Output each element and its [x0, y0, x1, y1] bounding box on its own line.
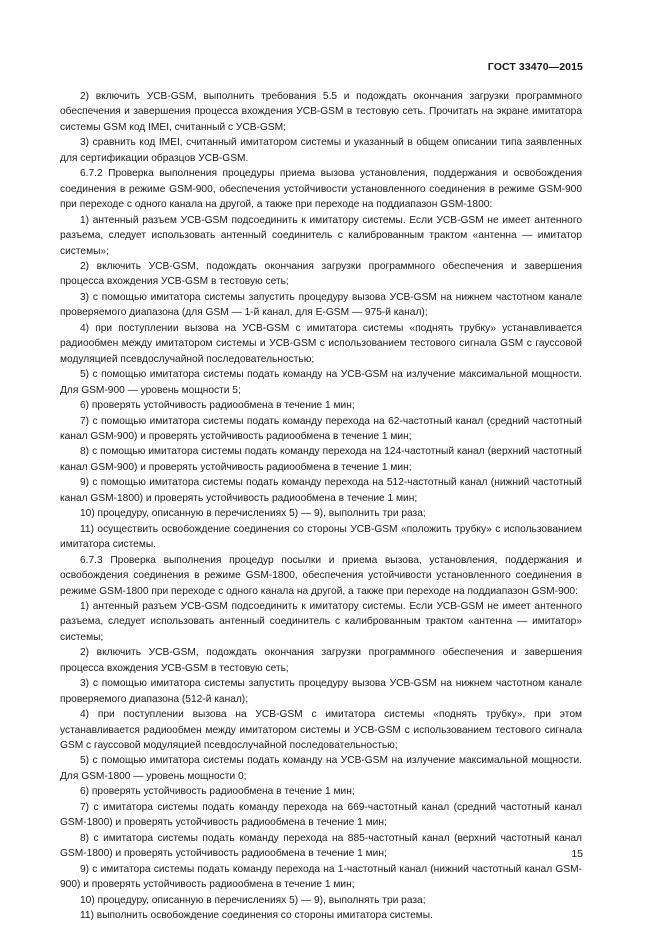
- paragraph: 8) с помощью имитатора системы подать команду перехода на 124-частотный канал (верхний частотный канал GSM-900) и проверять устойчивость радиообмена в течение 1 мин;: [60, 446, 582, 473]
- paragraph: 9) с помощью имитатора системы подать команду перехода на 512-частотный канал (нижний частотный канал GSM-1800) и проверять устойчивость радиообмена в течение 1 мин;: [60, 477, 582, 504]
- page-number: 15: [571, 848, 583, 860]
- paragraph: 1) антенный разъем УСВ-GSM подсоединить к имитатору системы. Если УСВ-GSM не имеет антенного разъема, следует использовать антенный соединитель с калиброванным трактом «антенна — имитатор системы»;: [60, 214, 582, 257]
- document-body: [60, 89, 582, 923]
- paragraph: 11) выполнить освобождение соединения со стороны имитатора системы.: [80, 910, 433, 922]
- paragraph: 5) с помощью имитатора системы подать команду на УСВ-GSM на излучение максимальной мощности. Для GSM-1800 — уровень мощности 0;: [60, 755, 582, 782]
- paragraph: 3) с помощью имитатора системы запустить процедуру вызова УСВ-GSM на нижнем частотном канале проверяемого диапазона (512-й канал);: [60, 678, 582, 705]
- paragraph: 4) при поступлении вызова на УСВ-GSM с имитатора системы «поднять трубку» устанавливается радиообмен между имитатором системы и УСВ-GSM с использованием тестового сигнала GSM с гауссовой модуляцией псевдослучайной последовательностью;: [60, 322, 582, 365]
- standard-designation: ГОСТ 33470—2015: [487, 61, 583, 73]
- paragraph: 10) процедуру, описанную в перечислениях 5) — 9), выполнять три раза;: [80, 894, 426, 906]
- paragraph: 7) с имитатора системы подать команду перехода на 669-частотный канал (средний частотный канал GSM-1800) и проверять устойчивость радиообмена в течение 1 мин;: [60, 801, 582, 829]
- paragraph: 6) проверять устойчивость радиообмена в течение 1 мин;: [80, 400, 355, 412]
- paragraph: 3) сравнить код IMEI, считанный имитатором системы и указанный в общем описании типа заявленных для сертификации образцов УСВ-GSM.: [60, 137, 582, 164]
- paragraph: 7) с помощью имитатора системы подать команду перехода на 62-частотный канал (средний частотный канал GSM-900) и проверять устойчивость радиообмена в течение 1 мин;: [60, 415, 582, 442]
- paragraph: 6.7.3 Проверка выполнения процедур посылки и приема вызова, установления, поддержания и освобождения соединения в режиме GSM-1800, обеспечения устойчивости установленного соединения в режиме GSM-1800 при переходе с одного канала на другой, а также при переходе на поддиапазон GSM-900:: [60, 554, 582, 597]
- paragraph: 1) антенный разъем УСВ-GSM подсоединить к имитатору системы. Если УСВ-GSM не имеет антенного разъема, следует использовать антенный соединитель с калиброванным трактом «антенна — имитатор» системы;: [60, 600, 582, 643]
- paragraph: 2) включить УСВ-GSM, выполнить требования 5.5 и подождать окончания загрузки программного обеспечения и завершения процесса вхождения УСВ-GSM в тестовую сеть. Прочитать на экране имитатора системы GSM код IMEI, считанный с УСВ-GSM;: [60, 91, 582, 133]
- paragraph: 3) с помощью имитатора системы запустить процедуру вызова УСВ-GSM на нижнем частотном канале проверяемого диапазона (для GSM — 1-й канал, для E-GSM — 975-й канал);: [60, 291, 582, 319]
- paragraph: 11) осуществить освобождение соединения со стороны УСВ-GSM «положить трубку» с использованием имитатора системы.: [60, 523, 582, 551]
- paragraph: 6.7.2 Проверка выполнения процедуры приема вызова установления, поддержания и освобождения соединения в режиме GSM-900, обеспечения устойчивости установленного соединения в режиме GSM-900 при переходе с одного канала на другой, а также при переходе на поддиапазон GSM-1800:: [60, 168, 582, 211]
- paragraph: 9) с имитатора системы подать команду перехода на 1-частотный канал (нижний частотный канал GSM-900) и проверять устойчивость радиообмена в течение 1 мин;: [60, 863, 582, 891]
- paragraph: 4) при поступлении вызова на УСВ-GSM с имитатора системы «поднять трубку», при этом устанавливается радиообмен между имитатором системы и УСВ-GSM с использованием тестового сигнала GSM с гауссовой модуляцией псевдослучайной последовательностью;: [60, 709, 582, 752]
- paragraph: 2) включить УСВ-GSM, подождать окончания загрузки программного обеспечения и завершения процесса вхождения УСВ-GSM в тестовую сеть;: [60, 260, 582, 288]
- paragraph: 6) проверять устойчивость радиообмена в течение 1 мин;: [80, 786, 355, 798]
- paragraph: 5) с помощью имитатора системы подать команду на УСВ-GSM на излучение максимальной мощности. Для GSM-900 — уровень мощности 5;: [60, 369, 582, 396]
- paragraph: 2) включить УСВ-GSM, подождать окончания загрузки программного обеспечения и завершения процесса вхождения УСВ-GSM в тестовую сеть;: [60, 647, 582, 674]
- paragraph: 8) с имитатора системы подать команду перехода на 885-частотный канал (верхний частотный канал GSM-1800) и проверять устойчивость радиообмена в течение 1 мин;: [60, 832, 582, 860]
- paragraph: 10) процедуру, описанную в перечислениях 5) — 9), выполнить три раза;: [80, 508, 426, 520]
